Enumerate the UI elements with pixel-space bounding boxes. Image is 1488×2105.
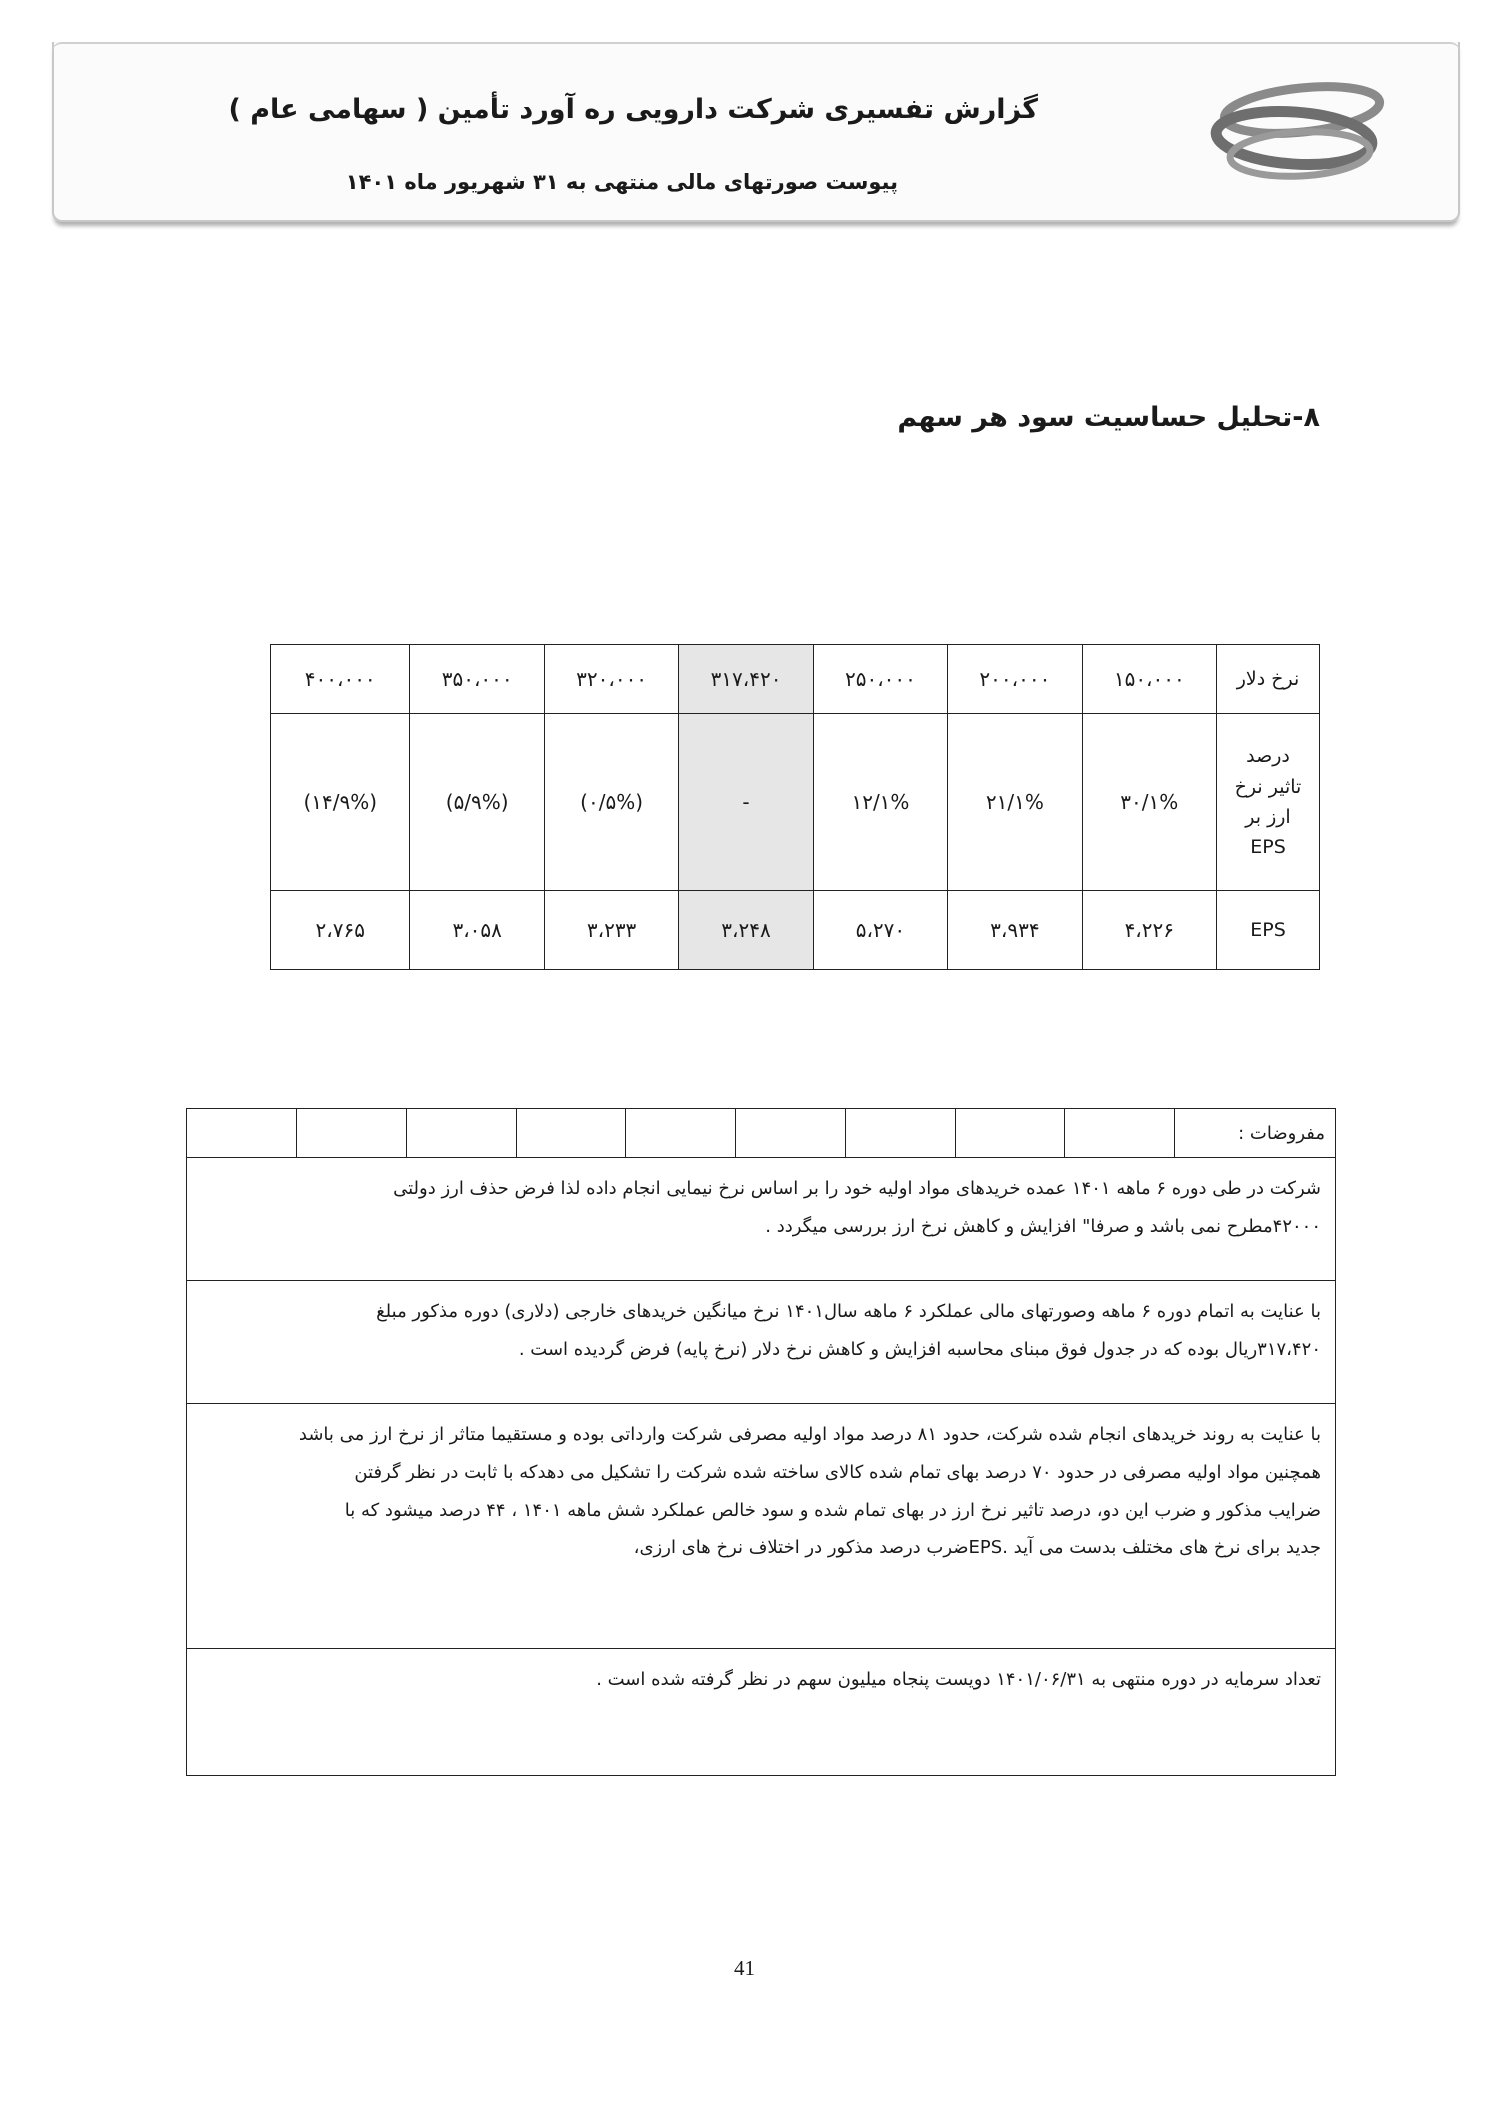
note-line: با عنایت به اتمام دوره ۶ ماهه وصورتهای مالی عملکرد ۶ ماهه سال۱۴۰۱ نرخ میانگین خریدهای خارجی (دلاری) دوره مذکور مبلغ: [376, 1301, 1321, 1322]
note-line: ۴۲۰۰۰مطرح نمی باشد و صرفا" افزایش و کاهش نرخ ارز بررسی میگردد .: [765, 1215, 1321, 1237]
table-cell: ۲۱/۱%: [948, 714, 1082, 891]
assumption-note: [187, 1158, 1336, 1281]
table-cell: ۳۰/۱%: [1082, 714, 1216, 891]
table-row: [271, 645, 1320, 714]
note-line: با عنایت به روند خریدهای انجام شده شرکت، حدود ۸۱ درصد مواد اولیه مصرفی شرکت وارداتی بوده و مستقیما متاثر از نرخ ارز می باشد: [298, 1424, 1321, 1445]
assumptions-header-row: [187, 1109, 1336, 1158]
assumption-row: [187, 1281, 1336, 1404]
table-cell: ۳،۹۳۴: [948, 891, 1082, 970]
table-cell-base-rate: ۳۱۷،۴۲۰: [679, 645, 813, 714]
table-cell: (۱۴/۹%): [271, 714, 410, 891]
report-subtitle: پیوست صورتهای مالی منتهی به ۳۱ شهریور ماه ۱۴۰۱: [345, 170, 898, 194]
table-cell: ۳،۰۵۸: [410, 891, 544, 970]
table-cell: ۳۲۰،۰۰۰: [544, 645, 678, 714]
row-label-eps-impact: [1217, 714, 1320, 891]
empty-cell: [406, 1109, 516, 1158]
empty-cell: [297, 1109, 407, 1158]
table-cell: ۲۵۰،۰۰۰: [813, 645, 947, 714]
table-cell: ۱۲/۱%: [813, 714, 947, 891]
label-line: ارز بر: [1245, 806, 1291, 828]
assumptions-title: مفروضات :: [1175, 1109, 1336, 1158]
note-line: تعداد سرمایه در دوره منتهی به ۱۴۰۱/۰۶/۳۱ دویست پنجاه میلیون سهم در نظر گرفته شده است .: [596, 1669, 1321, 1690]
report-title: گزارش تفسیری شرکت دارویی ره آورد تأمین ( سهامی عام ): [228, 94, 1038, 125]
label-line: درصد: [1246, 745, 1290, 768]
note-line: ۳۱۷،۴۲۰ریال بوده که در جدول فوق مبنای محاسبه افزایش و کاهش نرخ دلار (نرخ پایه) فرض گردیده است .: [518, 1338, 1321, 1360]
report-header: [52, 42, 1460, 222]
row-label-dollar-rate: نرخ دلار: [1217, 645, 1320, 714]
note-line: ضرایب مذکور و ضرب این دو، درصد تاثیر نرخ ارز در بهای تمام شده و سود خالص عملکرد شش ماهه ۱۴۰۱ ، ۴۴ درصد میشود که با: [344, 1499, 1321, 1521]
assumption-row: [187, 1158, 1336, 1281]
table-row: [271, 891, 1320, 970]
empty-cell: [516, 1109, 626, 1158]
table-cell: ۵،۲۷۰: [813, 891, 947, 970]
empty-cell: [845, 1109, 955, 1158]
assumption-row: [187, 1649, 1336, 1776]
table-cell: ۳۵۰،۰۰۰: [410, 645, 544, 714]
table-cell: ۴۰۰،۰۰۰: [271, 645, 410, 714]
assumptions-table: [186, 1108, 1336, 1776]
empty-cell: [955, 1109, 1065, 1158]
section-title: ۸-تحلیل حساسیت سود هر سهم: [897, 402, 1320, 433]
table-cell-base-rate: -: [679, 714, 813, 891]
company-logo-icon: [1198, 70, 1398, 190]
table-cell: ۴،۲۲۶: [1082, 891, 1216, 970]
table-cell: (۵/۹%): [410, 714, 544, 891]
label-line: EPS: [1250, 836, 1286, 859]
empty-cell: [626, 1109, 736, 1158]
table-cell: ۳،۲۳۳: [544, 891, 678, 970]
table-row: [271, 714, 1320, 891]
eps-sensitivity-table: [270, 644, 1320, 970]
empty-cell: [736, 1109, 846, 1158]
assumption-note: [187, 1649, 1336, 1776]
note-line: شرکت در طی دوره ۶ ماهه ۱۴۰۱ عمده خریدهای مواد اولیه خود را بر اساس نرخ نیمایی انجام داده لذا فرض حذف ارز دولتی: [393, 1178, 1321, 1199]
row-label-eps: EPS: [1217, 891, 1320, 970]
assumption-note: [187, 1404, 1336, 1649]
page-number: 41: [734, 1956, 755, 1980]
table-cell-base-rate: ۳،۲۴۸: [679, 891, 813, 970]
empty-cell: [1065, 1109, 1175, 1158]
note-line: جدید برای نرخ های مختلف بدست می آید .EPSضرب درصد مذکور در اختلاف نرخ های ارزی،: [633, 1537, 1321, 1559]
empty-cell: [187, 1109, 297, 1158]
table-cell: ۲۰۰،۰۰۰: [948, 645, 1082, 714]
table-cell: ۱۵۰،۰۰۰: [1082, 645, 1216, 714]
note-line: همچنین مواد اولیه مصرفی در حدود ۷۰ درصد بهای تمام شده کالای ساخته شده شرکت را تشکیل می دهدکه با ثابت در نظر گرفتن: [354, 1461, 1321, 1483]
table-cell: ۲،۷۶۵: [271, 891, 410, 970]
assumption-row: [187, 1404, 1336, 1649]
assumption-note: [187, 1281, 1336, 1404]
table-cell: (۰/۵%): [544, 714, 678, 891]
label-line: تاثیر نرخ: [1234, 775, 1302, 798]
